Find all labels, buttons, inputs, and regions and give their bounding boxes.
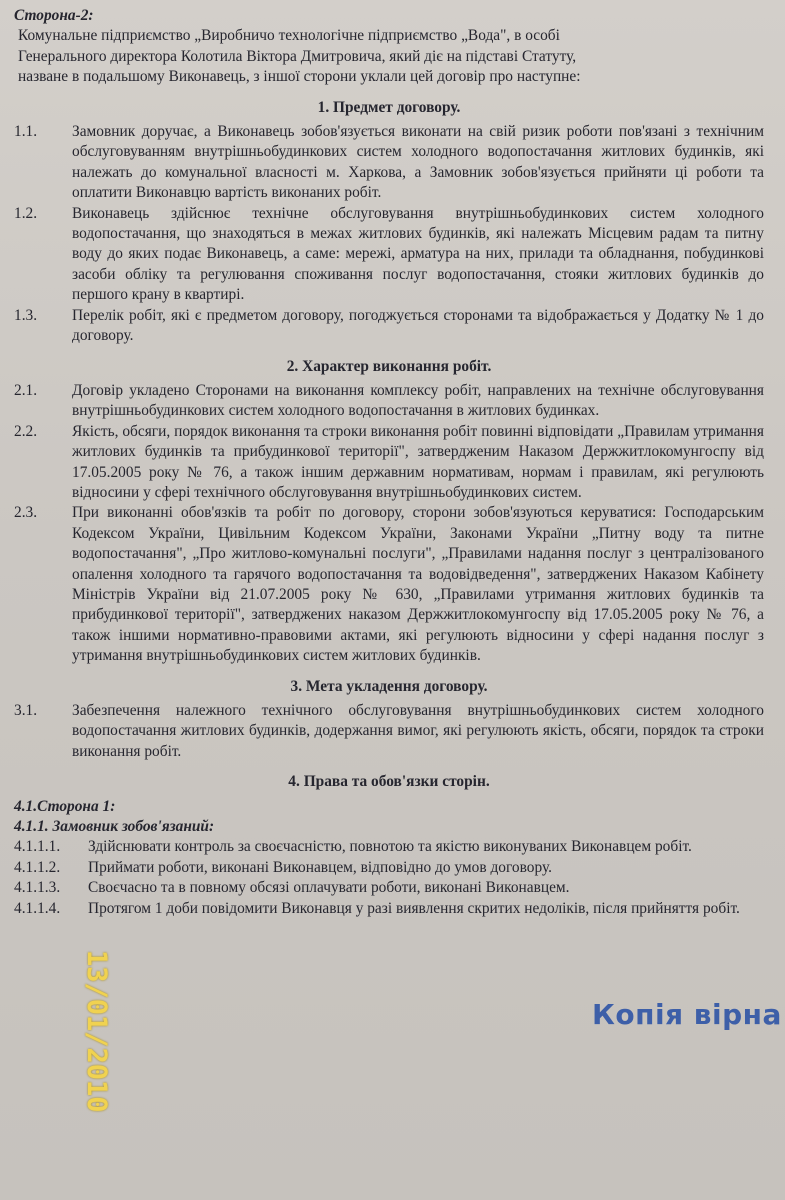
clause-text: Здійснювати контроль за своєчасністю, повнотою та якістю виконуваних Виконавцем робіт. bbox=[88, 838, 692, 856]
party2-line: Генерального директора Колотила Віктора Дмитровича, який діє на підставі Статуту, bbox=[18, 47, 577, 65]
clause-text: Протягом 1 доби повідомити Виконавця у разі виявлення скритих недоліків, після прийняття робіт. bbox=[88, 899, 740, 917]
clause bbox=[14, 878, 764, 898]
clause bbox=[14, 381, 764, 422]
clause bbox=[14, 899, 764, 919]
clause-number: 4.1.1.4. bbox=[14, 899, 61, 917]
clause bbox=[14, 503, 764, 666]
party2-line: назване в подальшому Виконавець, з іншої сторони уклали цей договір про наступне: bbox=[18, 68, 581, 86]
photo-date-stamp: 13/01/2010 bbox=[81, 950, 112, 1113]
section-title: 2. Характер виконання робіт. bbox=[286, 357, 492, 375]
clause-text: Приймати роботи, виконані Виконавцем, відповідно до умов договору. bbox=[88, 858, 552, 876]
clause bbox=[14, 122, 764, 204]
clause-number: 1.1. bbox=[14, 123, 38, 141]
clause-number: 1.2. bbox=[14, 204, 38, 222]
section-title: 3. Мета укладення договору. bbox=[290, 677, 488, 695]
party2-heading: Сторона-2: bbox=[14, 7, 94, 24]
clause-number: 2.2. bbox=[14, 422, 38, 440]
clause-number: 3.1. bbox=[14, 702, 38, 719]
clause bbox=[14, 204, 764, 306]
clause bbox=[14, 837, 764, 857]
clause-text: Перелік робіт, які є предметом договору, погоджується сторонами та відображається у Додатку № 1 до договору. bbox=[72, 306, 764, 345]
clause bbox=[14, 858, 764, 878]
clause-text: При виконанні обов'язків та робіт по договору, сторони зобов'язуються керуватися: Господарським Кодексом України, Цивільним Кодексом України, Законами України „Питну воду та питне водопостачання", „Про житлово-комунальні послуги", „Правилами надання послуг з централізованого опалення холодного та гарячого водопостачання та водовідведення", затверджених Наказом Кабінету Міністрів України від 21.07.2005 року № 630, „Правилами утримання житлових будинків та прибудинкової території", затверджених наказом Держжитлокомунгоспу від 17.05.2005 року № 76, а також іншими нормативно-правовими актами, які регулюють відносини у сфері надання послуг з утримання внутрішньобудинкових систем житлових будинків. bbox=[72, 504, 764, 665]
clause-text: Забезпечення належного технічного обслуговування внутрішньобудинкових систем холодного водопостачання житлових будинків, додержання вимог, які регулюють якість, обсяги, порядок та строки виконання робіт. bbox=[72, 702, 764, 760]
clause-number: 4.1.1.2. bbox=[14, 858, 61, 876]
clause bbox=[14, 306, 764, 347]
clause-number: 4.1.1.1. bbox=[14, 838, 61, 856]
clause-text: Виконавець здійснює технічне обслуговування внутрішньобудинкових систем холодного водопостачання, що знаходяться в межах житлових будинків, які належать Місцевим радам та питну воду до яких подає Виконавець, а саме: мережі, арматура на них, прилади та обладнання, побудинкові засоби обліку та регулювання споживання послуг водопостачання, стояки житлових будинків до першого крану в квартирі. bbox=[72, 204, 764, 304]
clause bbox=[14, 701, 764, 762]
contract-text bbox=[14, 6, 764, 919]
clause-number: 4.1.1.3. bbox=[14, 879, 61, 897]
party2-line: Комунальне підприємство „Виробничо технологічне підприємство „Вода", в особі bbox=[18, 27, 560, 45]
clause-number: 1.3. bbox=[14, 306, 38, 324]
customer-obligations-heading: 4.1.1. Замовник зобов'язаний: bbox=[14, 818, 215, 836]
clause-text: Замовник доручає, а Виконавець зобов'язується виконати на свій ризик роботи пов'язані з технічним обслуговуванням внутрішньобудинкових систем холодного водопостачання житлових будинків, які належать до комунальної власності м. Харкова, а Замовник зобов'язується прийняти ці роботи та оплатити Виконавцю вартість виконаних робіт. bbox=[72, 123, 764, 202]
clause-number: 2.3. bbox=[14, 504, 38, 522]
party1-heading: 4.1.Сторона 1: bbox=[14, 797, 116, 815]
section-title: 1. Предмет договору. bbox=[317, 98, 461, 116]
clause-text: Своєчасно та в повному обсязі оплачувати роботи, виконані Виконавцем. bbox=[88, 879, 570, 897]
clause-text: Якість, обсяги, порядок виконання та строки виконання робіт повинні відповідати „Правилам утримання житлових будинків та прибудинкової території", затвердженим Наказом Держжитлокомунгоспу від 17.05.2005 року № 76, а також іншим державним нормативам, нормам і правилам, які регулюють відносини у сфері технічного обслуговування внутрішньобудинкових систем. bbox=[72, 422, 764, 501]
certified-copy-stamp: Копія вірна bbox=[592, 998, 782, 1031]
clause-number: 2.1. bbox=[14, 381, 38, 399]
clause bbox=[14, 422, 764, 504]
party2-intro bbox=[14, 26, 764, 87]
section-title: 4. Права та обов'язки сторін. bbox=[288, 773, 490, 791]
clause-text: Договір укладено Сторонами на виконання комплексу робіт, направлених на технічне обслуговування внутрішньобудинкових систем холодного водопостачання в житлових будинках. bbox=[72, 381, 764, 420]
